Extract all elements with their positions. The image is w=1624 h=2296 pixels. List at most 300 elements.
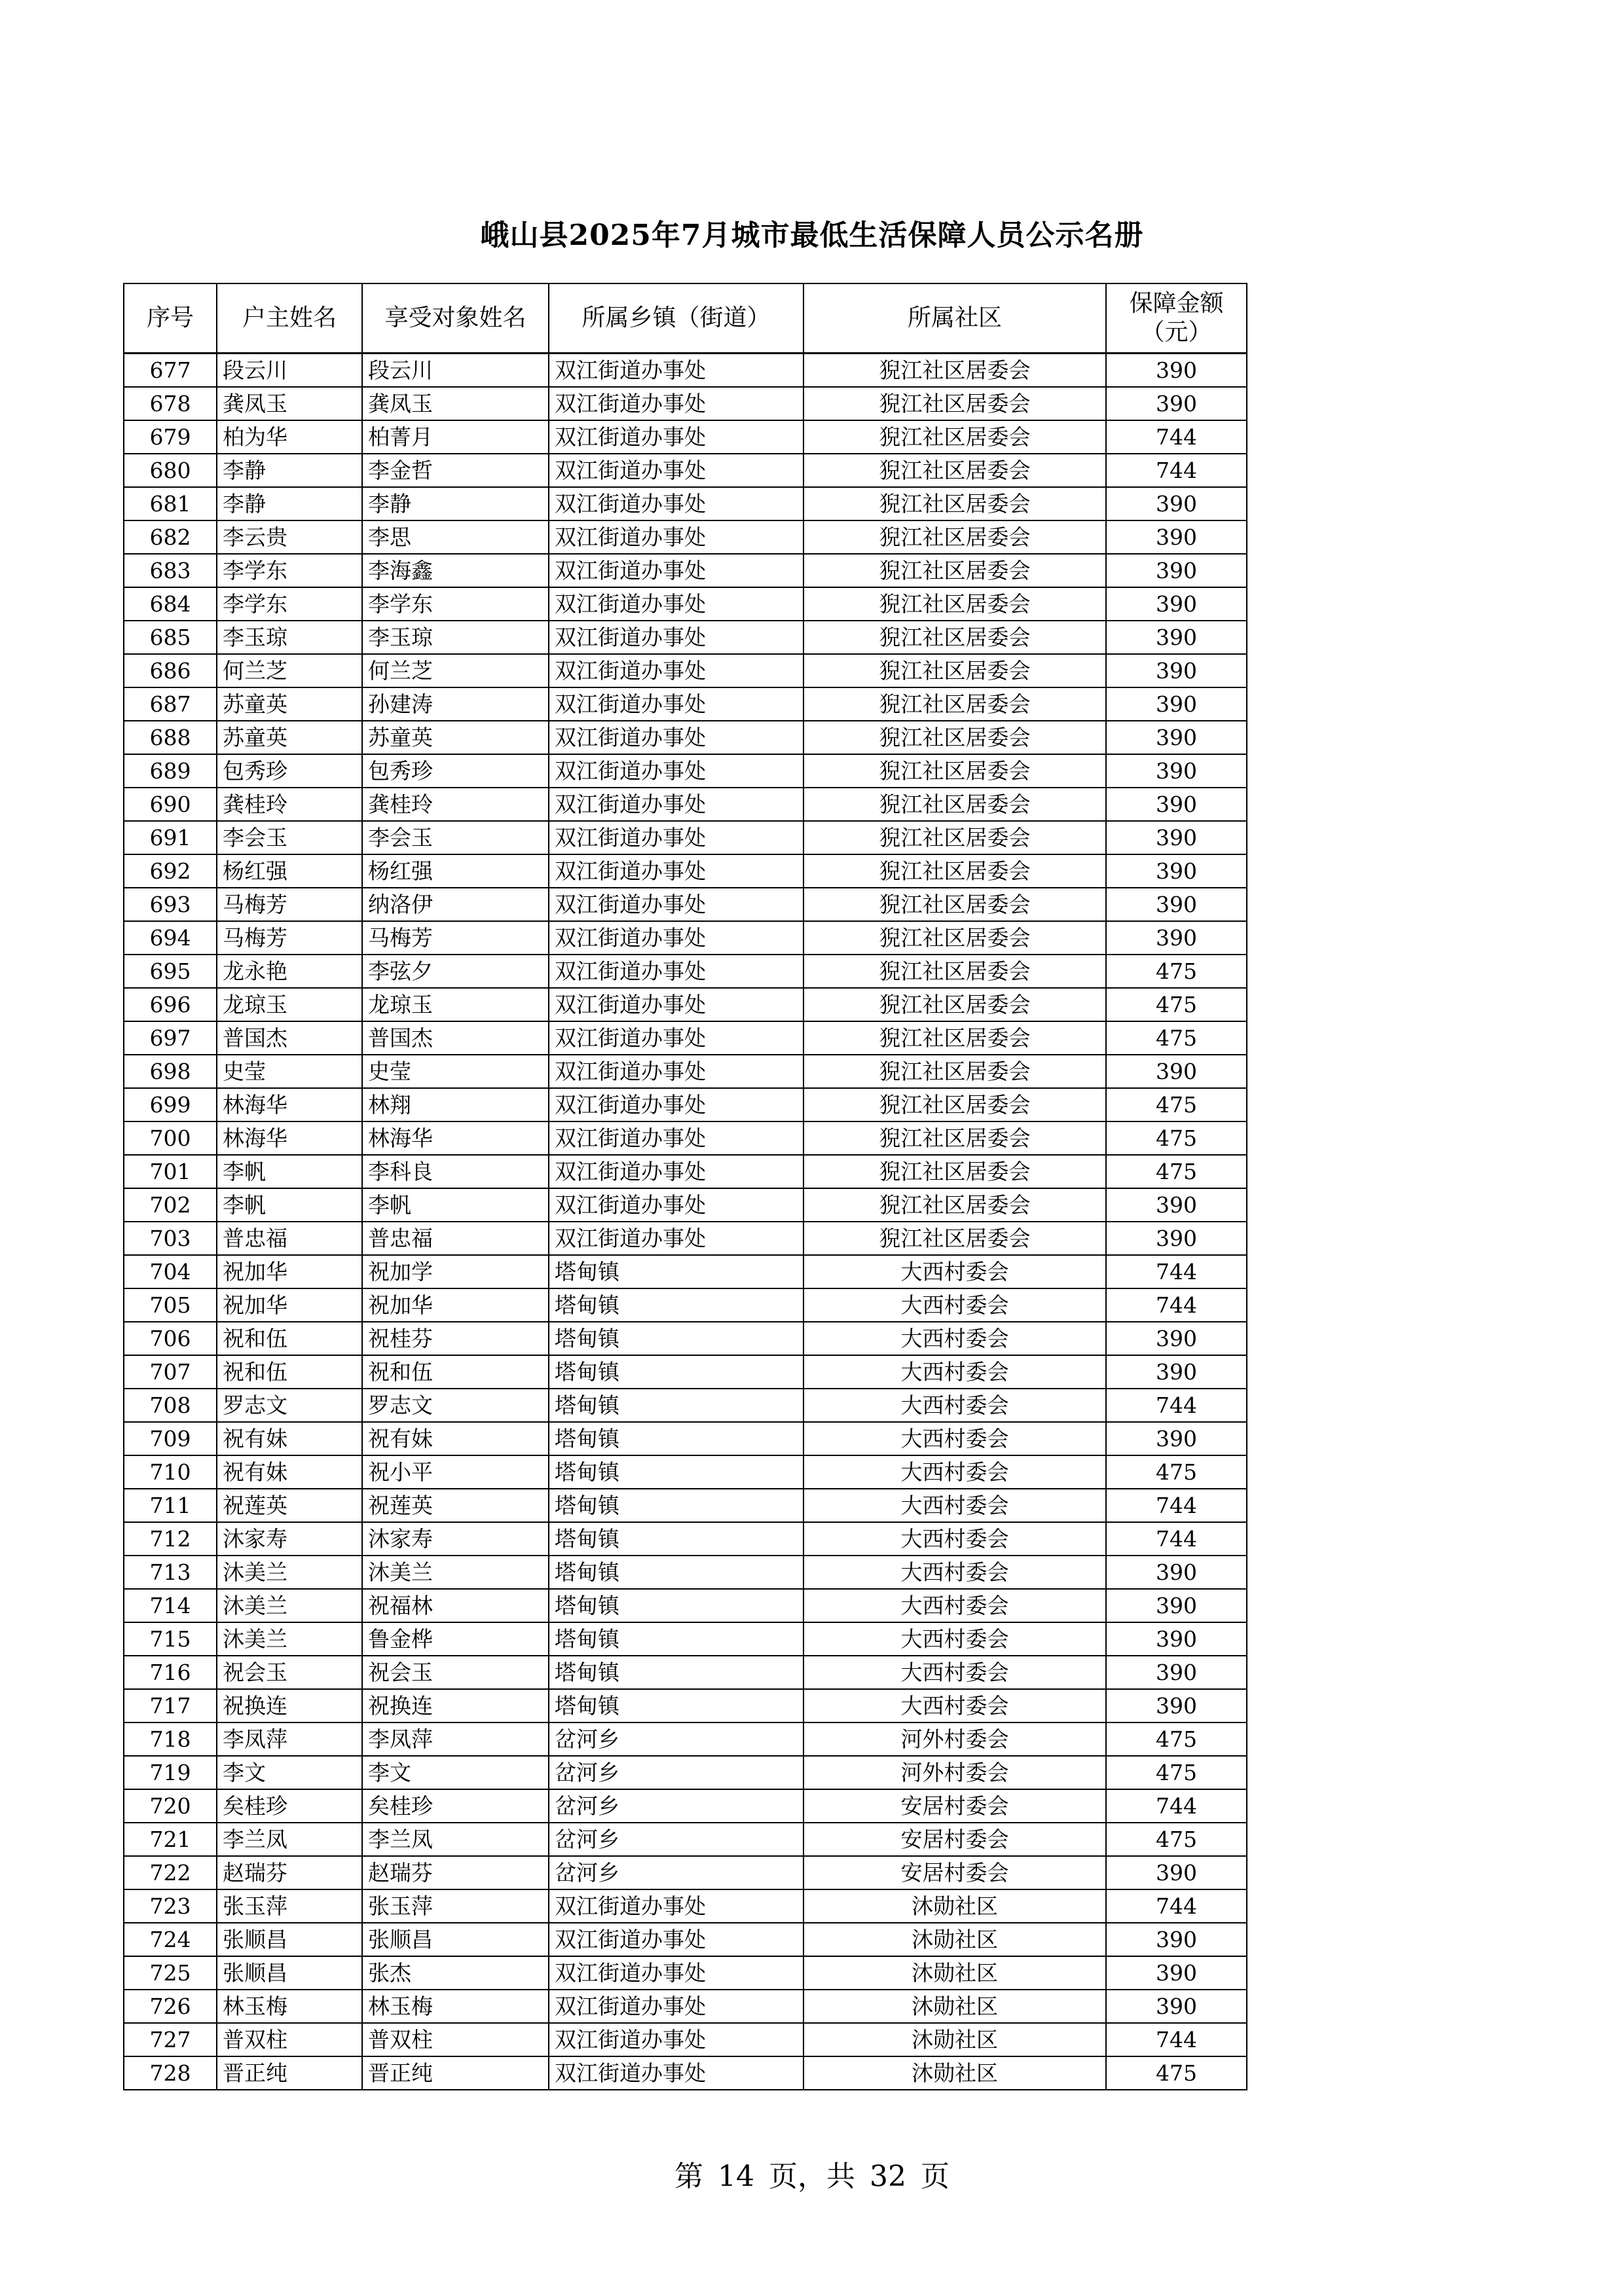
cell-community: 猊江社区居委会 [803,888,1106,921]
cell-beneficiary: 龚凤玉 [362,387,549,420]
cell-town: 塔甸镇 [549,1422,803,1455]
cell-amount: 390 [1106,587,1247,621]
cell-amount: 475 [1106,1823,1247,1856]
table-row [124,1823,1247,1856]
cell-beneficiary: 史莹 [362,1055,549,1088]
cell-no: 711 [124,1489,217,1522]
cell-community: 大西村委会 [803,1689,1106,1722]
cell-household-head: 李玉琼 [217,621,362,654]
cell-community: 沐勋社区 [803,1990,1106,2023]
cell-household-head: 龙永艳 [217,955,362,988]
cell-beneficiary: 赵瑞芬 [362,1856,549,1889]
cell-community: 安居村委会 [803,1789,1106,1823]
cell-household-head: 祝换连 [217,1689,362,1722]
cell-no: 698 [124,1055,217,1088]
cell-amount: 390 [1106,1188,1247,1222]
cell-community: 猊江社区居委会 [803,955,1106,988]
table-row [124,921,1247,955]
cell-household-head: 李文 [217,1756,362,1789]
cell-town: 双江街道办事处 [549,1055,803,1088]
cell-amount: 744 [1106,1389,1247,1422]
cell-community: 猊江社区居委会 [803,788,1106,821]
cell-no: 722 [124,1856,217,1889]
table-row [124,721,1247,754]
header-amount: 保障金额（元） [1106,283,1247,354]
table-row [124,1656,1247,1689]
table-row [124,1121,1247,1155]
cell-no: 710 [124,1455,217,1489]
cell-town: 双江街道办事处 [549,888,803,921]
cell-household-head: 林玉梅 [217,1990,362,2023]
table-row [124,1255,1247,1288]
cell-amount: 390 [1106,1956,1247,1990]
cell-household-head: 龙琼玉 [217,988,362,1021]
cell-community: 猊江社区居委会 [803,487,1106,520]
cell-amount: 390 [1106,1589,1247,1622]
table-row [124,354,1247,388]
header-beneficiary: 享受对象姓名 [362,283,549,354]
cell-town: 塔甸镇 [549,1522,803,1556]
cell-amount: 390 [1106,1689,1247,1722]
cell-beneficiary: 李科良 [362,1155,549,1188]
cell-amount: 475 [1106,955,1247,988]
cell-beneficiary: 李弦夕 [362,955,549,988]
cell-no: 709 [124,1422,217,1455]
cell-town: 塔甸镇 [549,1622,803,1656]
table-row [124,988,1247,1021]
cell-no: 687 [124,687,217,721]
cell-town: 双江街道办事处 [549,687,803,721]
cell-beneficiary: 李金哲 [362,454,549,487]
cell-household-head: 张顺昌 [217,1956,362,1990]
cell-beneficiary: 纳洛伊 [362,888,549,921]
table-row [124,454,1247,487]
table-row [124,1288,1247,1322]
cell-beneficiary: 林翔 [362,1088,549,1121]
cell-town: 双江街道办事处 [549,420,803,454]
cell-no: 686 [124,654,217,687]
table-row [124,1389,1247,1422]
cell-no: 728 [124,2056,217,2090]
cell-beneficiary: 祝加学 [362,1255,549,1288]
table-row [124,1355,1247,1389]
cell-household-head: 罗志文 [217,1389,362,1422]
cell-town: 双江街道办事处 [549,1923,803,1956]
cell-no: 725 [124,1956,217,1990]
cell-beneficiary: 祝会玉 [362,1656,549,1689]
cell-no: 714 [124,1589,217,1622]
cell-household-head: 祝会玉 [217,1656,362,1689]
cell-amount: 390 [1106,354,1247,388]
cell-beneficiary: 祝加华 [362,1288,549,1322]
cell-town: 双江街道办事处 [549,487,803,520]
cell-community: 安居村委会 [803,1856,1106,1889]
cell-community: 猊江社区居委会 [803,387,1106,420]
header-no: 序号 [124,283,217,354]
cell-household-head: 李帆 [217,1188,362,1222]
cell-community: 猊江社区居委会 [803,754,1106,788]
page-title: 峨山县2025年7月城市最低生活保障人员公示名册 [480,219,1144,252]
cell-beneficiary: 祝换连 [362,1689,549,1722]
cell-community: 河外村委会 [803,1722,1106,1756]
table-row [124,1556,1247,1589]
cell-no: 681 [124,487,217,520]
cell-beneficiary: 李会玉 [362,821,549,854]
cell-household-head: 祝和伍 [217,1355,362,1389]
cell-community: 猊江社区居委会 [803,1021,1106,1055]
cell-beneficiary: 祝小平 [362,1455,549,1489]
cell-no: 689 [124,754,217,788]
cell-household-head: 林海华 [217,1088,362,1121]
cell-amount: 475 [1106,1088,1247,1121]
cell-town: 岔河乡 [549,1823,803,1856]
cell-beneficiary: 沐美兰 [362,1556,549,1589]
cell-amount: 390 [1106,921,1247,955]
cell-amount: 475 [1106,1455,1247,1489]
cell-no: 693 [124,888,217,921]
cell-town: 岔河乡 [549,1856,803,1889]
table-row [124,487,1247,520]
cell-household-head: 沐美兰 [217,1589,362,1622]
cell-amount: 390 [1106,520,1247,554]
cell-amount: 390 [1106,554,1247,587]
cell-amount: 390 [1106,1355,1247,1389]
cell-community: 猊江社区居委会 [803,1188,1106,1222]
cell-beneficiary: 李思 [362,520,549,554]
cell-amount: 390 [1106,754,1247,788]
cell-community: 大西村委会 [803,1656,1106,1689]
cell-community: 大西村委会 [803,1589,1106,1622]
cell-beneficiary: 林玉梅 [362,1990,549,2023]
cell-household-head: 矣桂珍 [217,1789,362,1823]
cell-town: 塔甸镇 [549,1255,803,1288]
cell-town: 双江街道办事处 [549,955,803,988]
table-row [124,420,1247,454]
cell-no: 706 [124,1322,217,1355]
cell-amount: 390 [1106,621,1247,654]
cell-beneficiary: 张玉萍 [362,1889,549,1923]
cell-household-head: 祝有妹 [217,1455,362,1489]
cell-no: 704 [124,1255,217,1288]
cell-household-head: 祝加华 [217,1288,362,1322]
table-row [124,2056,1247,2090]
cell-amount: 475 [1106,1121,1247,1155]
cell-household-head: 沐家寿 [217,1522,362,1556]
cell-community: 大西村委会 [803,1322,1106,1355]
table-row [124,387,1247,420]
cell-community: 大西村委会 [803,1556,1106,1589]
cell-no: 688 [124,721,217,754]
cell-beneficiary: 李静 [362,487,549,520]
table-row [124,587,1247,621]
cell-amount: 390 [1106,788,1247,821]
table-row [124,1722,1247,1756]
cell-town: 双江街道办事处 [549,1021,803,1055]
cell-amount: 744 [1106,1255,1247,1288]
cell-no: 716 [124,1656,217,1689]
cell-amount: 475 [1106,2056,1247,2090]
header-household-head: 户主姓名 [217,283,362,354]
table-row [124,1856,1247,1889]
cell-town: 双江街道办事处 [549,1889,803,1923]
cell-no: 723 [124,1889,217,1923]
table-header-row [124,283,1247,354]
table-row [124,1489,1247,1522]
cell-household-head: 李凤萍 [217,1722,362,1756]
cell-household-head: 祝有妹 [217,1422,362,1455]
cell-beneficiary: 鲁金桦 [362,1622,549,1656]
cell-beneficiary: 何兰芝 [362,654,549,687]
cell-household-head: 何兰芝 [217,654,362,687]
cell-town: 双江街道办事处 [549,654,803,687]
table-row [124,1155,1247,1188]
cell-town: 双江街道办事处 [549,554,803,587]
cell-town: 双江街道办事处 [549,788,803,821]
cell-beneficiary: 祝莲英 [362,1489,549,1522]
cell-town: 双江街道办事处 [549,2023,803,2056]
recipient-table [123,283,1247,2090]
cell-amount: 744 [1106,420,1247,454]
cell-no: 682 [124,520,217,554]
cell-household-head: 李云贵 [217,520,362,554]
cell-town: 双江街道办事处 [549,921,803,955]
cell-household-head: 李静 [217,454,362,487]
table-row [124,1021,1247,1055]
cell-beneficiary: 苏童英 [362,721,549,754]
table-row [124,1422,1247,1455]
table-row [124,1956,1247,1990]
cell-no: 699 [124,1088,217,1121]
cell-amount: 744 [1106,1489,1247,1522]
cell-amount: 475 [1106,1756,1247,1789]
table-row [124,1889,1247,1923]
cell-household-head: 林海华 [217,1121,362,1155]
table-row [124,1455,1247,1489]
table-row [124,621,1247,654]
cell-beneficiary: 祝桂芬 [362,1322,549,1355]
cell-beneficiary: 李文 [362,1756,549,1789]
cell-no: 677 [124,354,217,388]
cell-no: 721 [124,1823,217,1856]
cell-town: 塔甸镇 [549,1322,803,1355]
cell-household-head: 赵瑞芬 [217,1856,362,1889]
cell-amount: 744 [1106,1522,1247,1556]
cell-amount: 390 [1106,1622,1247,1656]
cell-no: 685 [124,621,217,654]
cell-community: 猊江社区居委会 [803,520,1106,554]
cell-amount: 390 [1106,1422,1247,1455]
cell-community: 大西村委会 [803,1288,1106,1322]
cell-community: 河外村委会 [803,1756,1106,1789]
cell-household-head: 普忠福 [217,1222,362,1255]
cell-household-head: 普双柱 [217,2023,362,2056]
cell-town: 双江街道办事处 [549,1956,803,1990]
table-row [124,654,1247,687]
cell-no: 726 [124,1990,217,2023]
cell-household-head: 段云川 [217,354,362,388]
cell-community: 猊江社区居委会 [803,854,1106,888]
cell-no: 695 [124,955,217,988]
cell-no: 715 [124,1622,217,1656]
cell-town: 塔甸镇 [549,1288,803,1322]
cell-community: 猊江社区居委会 [803,621,1106,654]
cell-town: 塔甸镇 [549,1689,803,1722]
cell-no: 701 [124,1155,217,1188]
cell-beneficiary: 普国杰 [362,1021,549,1055]
cell-community: 大西村委会 [803,1389,1106,1422]
cell-amount: 744 [1106,1889,1247,1923]
cell-town: 双江街道办事处 [549,821,803,854]
cell-amount: 390 [1106,1923,1247,1956]
table-row [124,687,1247,721]
cell-amount: 390 [1106,1055,1247,1088]
cell-beneficiary: 龚桂玲 [362,788,549,821]
cell-household-head: 李会玉 [217,821,362,854]
cell-town: 双江街道办事处 [549,2056,803,2090]
cell-household-head: 祝莲英 [217,1489,362,1522]
cell-household-head: 沐美兰 [217,1556,362,1589]
cell-amount: 475 [1106,1155,1247,1188]
cell-household-head: 苏童英 [217,721,362,754]
cell-beneficiary: 李学东 [362,587,549,621]
cell-beneficiary: 罗志文 [362,1389,549,1422]
table-row [124,1789,1247,1823]
table-row [124,554,1247,587]
cell-no: 712 [124,1522,217,1556]
cell-community: 大西村委会 [803,1489,1106,1522]
cell-community: 猊江社区居委会 [803,1055,1106,1088]
cell-town: 双江街道办事处 [549,754,803,788]
cell-amount: 390 [1106,1556,1247,1589]
table-row [124,1990,1247,2023]
cell-no: 707 [124,1355,217,1389]
cell-town: 双江街道办事处 [549,520,803,554]
cell-beneficiary: 李海鑫 [362,554,549,587]
cell-beneficiary: 包秀珍 [362,754,549,788]
cell-town: 塔甸镇 [549,1355,803,1389]
table-row [124,520,1247,554]
cell-household-head: 李学东 [217,554,362,587]
cell-beneficiary: 杨红强 [362,854,549,888]
table-row [124,788,1247,821]
cell-no: 702 [124,1188,217,1222]
cell-amount: 475 [1106,988,1247,1021]
cell-no: 691 [124,821,217,854]
cell-no: 692 [124,854,217,888]
cell-town: 双江街道办事处 [549,1155,803,1188]
cell-household-head: 普国杰 [217,1021,362,1055]
cell-community: 猊江社区居委会 [803,821,1106,854]
cell-household-head: 苏童英 [217,687,362,721]
cell-community: 猊江社区居委会 [803,988,1106,1021]
cell-household-head: 马梅芳 [217,888,362,921]
cell-beneficiary: 张顺昌 [362,1923,549,1956]
cell-beneficiary: 林海华 [362,1121,549,1155]
cell-beneficiary: 马梅芳 [362,921,549,955]
cell-community: 沐勋社区 [803,1923,1106,1956]
cell-amount: 390 [1106,387,1247,420]
cell-amount: 390 [1106,1990,1247,2023]
cell-beneficiary: 李帆 [362,1188,549,1222]
cell-community: 猊江社区居委会 [803,1155,1106,1188]
cell-town: 塔甸镇 [549,1556,803,1589]
cell-town: 塔甸镇 [549,1389,803,1422]
cell-community: 猊江社区居委会 [803,420,1106,454]
cell-community: 大西村委会 [803,1422,1106,1455]
cell-household-head: 史莹 [217,1055,362,1088]
cell-no: 708 [124,1389,217,1422]
cell-household-head: 李静 [217,487,362,520]
cell-no: 694 [124,921,217,955]
cell-household-head: 李学东 [217,587,362,621]
cell-town: 双江街道办事处 [549,454,803,487]
cell-amount: 390 [1106,888,1247,921]
cell-town: 双江街道办事处 [549,1222,803,1255]
cell-town: 双江街道办事处 [549,1121,803,1155]
cell-beneficiary: 晋正纯 [362,2056,549,2090]
cell-household-head: 马梅芳 [217,921,362,955]
cell-town: 双江街道办事处 [549,354,803,388]
cell-amount: 390 [1106,1656,1247,1689]
cell-amount: 390 [1106,821,1247,854]
cell-town: 双江街道办事处 [549,1088,803,1121]
cell-household-head: 张玉萍 [217,1889,362,1923]
cell-no: 703 [124,1222,217,1255]
cell-beneficiary: 李玉琼 [362,621,549,654]
cell-no: 720 [124,1789,217,1823]
table-row [124,1222,1247,1255]
cell-beneficiary: 普忠福 [362,1222,549,1255]
cell-community: 沐勋社区 [803,1956,1106,1990]
cell-amount: 390 [1106,1856,1247,1889]
cell-town: 塔甸镇 [549,1589,803,1622]
cell-household-head: 李帆 [217,1155,362,1188]
cell-community: 沐勋社区 [803,2023,1106,2056]
cell-beneficiary: 矣桂珍 [362,1789,549,1823]
cell-no: 690 [124,788,217,821]
cell-town: 双江街道办事处 [549,854,803,888]
cell-town: 双江街道办事处 [549,587,803,621]
cell-community: 猊江社区居委会 [803,454,1106,487]
table-row [124,1188,1247,1222]
cell-no: 678 [124,387,217,420]
cell-amount: 744 [1106,2023,1247,2056]
cell-community: 猊江社区居委会 [803,721,1106,754]
cell-household-head: 龚桂玲 [217,788,362,821]
cell-beneficiary: 龙琼玉 [362,988,549,1021]
cell-community: 猊江社区居委会 [803,1088,1106,1121]
cell-no: 696 [124,988,217,1021]
table-row [124,1589,1247,1622]
cell-amount: 475 [1106,1021,1247,1055]
cell-no: 727 [124,2023,217,2056]
cell-no: 718 [124,1722,217,1756]
cell-community: 沐勋社区 [803,2056,1106,2090]
table-row [124,1055,1247,1088]
cell-town: 岔河乡 [549,1722,803,1756]
cell-household-head: 李兰凤 [217,1823,362,1856]
cell-amount: 390 [1106,854,1247,888]
cell-no: 680 [124,454,217,487]
cell-amount: 475 [1106,1722,1247,1756]
cell-amount: 390 [1106,1222,1247,1255]
header-town: 所属乡镇（街道） [549,283,803,354]
table-row [124,1322,1247,1355]
cell-no: 683 [124,554,217,587]
cell-no: 705 [124,1288,217,1322]
cell-beneficiary: 柏菁月 [362,420,549,454]
cell-no: 713 [124,1556,217,1589]
